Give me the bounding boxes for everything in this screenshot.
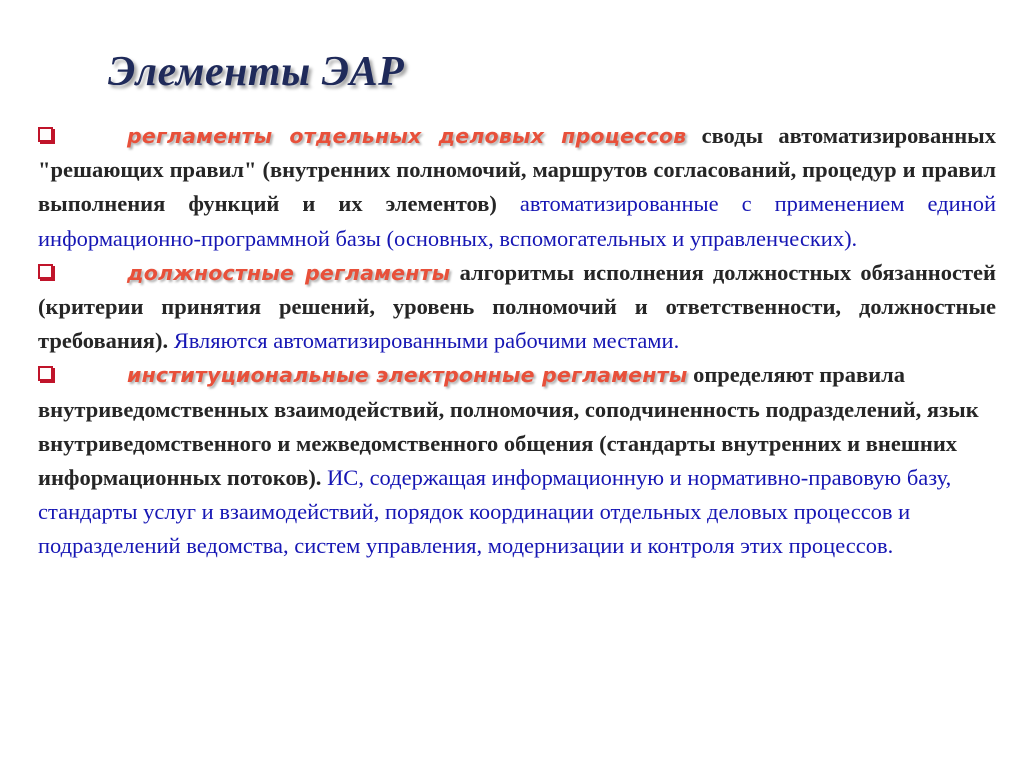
slide-title: Элементы ЭАР — [108, 49, 405, 95]
item-note: ИС, содержащая информационную и нормативно-правовую базу, стандарты услуг и взаимодействий, порядок координации отдельных деловых процессов и подразделений ведомства, систем управления, модернизации и контроля этих процессов. — [38, 465, 952, 559]
item-note: автоматизированные с применением единой информационно-программной базы (основных, вспомогательных и управленческих). — [38, 191, 997, 251]
hollow-square-bullet-icon — [38, 127, 55, 144]
list-item-job-regulations — [38, 256, 996, 359]
hollow-square-bullet-icon — [38, 264, 55, 281]
item-term: институциональные электронные регламенты — [127, 363, 688, 388]
item-term: регламенты отдельных деловых процессов — [127, 124, 687, 148]
list-item-institutional-regulations — [38, 358, 996, 563]
item-definition: своды автоматизированных "решающих правил" (внутренних полномочий, маршрутов согласований, процедур и правил выполнения функций и их элементов) — [38, 123, 997, 217]
item-definition: определяют правила внутриведомственных взаимодействий, полномочия, соподчиненность подразделений, язык внутриведомственного и межведомственного общения (стандарты внутренних и внешних информационных потоков). — [38, 362, 979, 491]
item-note: Являются автоматизированными рабочими местами. — [173, 328, 680, 354]
item-definition: алгоритмы исполнения должностных обязанностей (критерии принятия решений, уровень полномочий и ответственности, должностные требования). — [38, 259, 996, 354]
hollow-square-bullet-icon — [38, 366, 55, 383]
item-term: должностные регламенты — [127, 260, 451, 285]
slide-content — [38, 119, 996, 564]
list-item-process-regulations — [38, 119, 996, 256]
